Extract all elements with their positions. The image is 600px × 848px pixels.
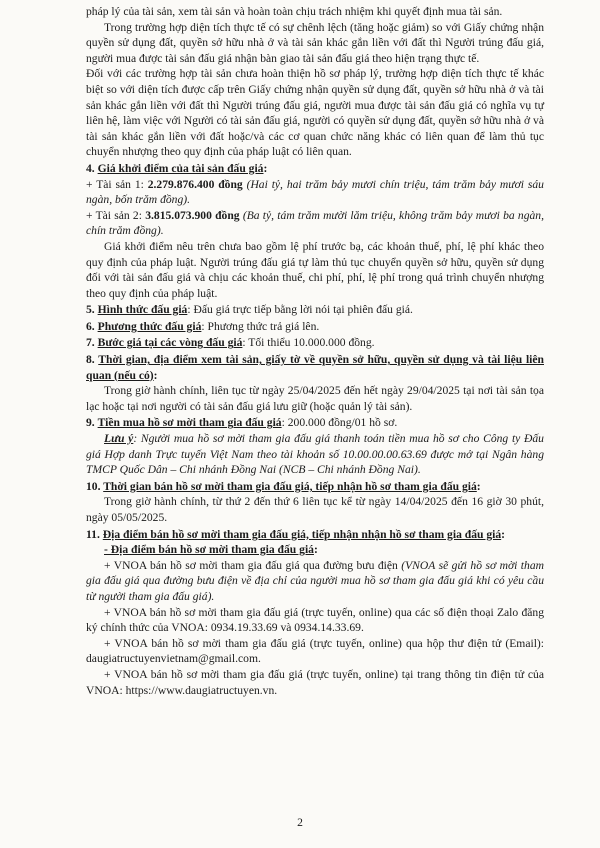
section-7-number: 7. <box>86 336 95 350</box>
asset-2-price: 3.815.073.900 đồng <box>145 208 240 222</box>
section-11-item-2: + VNOA bán hồ sơ mời tham gia đấu giá (trực tuyến, online) qua các số điện thoại Zalo đăng ký chính thức của VNOA: 0934.19.33.69 và 0934.14.33.69. <box>86 605 544 635</box>
section-7-line <box>86 335 544 351</box>
section-11-item-3: + VNOA bán hồ sơ mời tham gia đấu giá (trực tuyến, online) qua hộp thư điện tử (Email): daugiatructuyenvietnam@gmail.com. <box>86 636 544 666</box>
asset-2-price-words: (Ba tỷ, tám trăm mười lăm triệu, không trăm bảy mươi ba ngàn, chín trăm đồng). <box>86 208 544 238</box>
section-9-note-text: : Người mua hồ sơ mời tham gia đấu giá thanh toán tiền mua hồ sơ cho Công ty Đấu giá Hợp danh Trực tuyến Việt Nam theo tài khoản số 10.00.00.00.63.69 được mở tại Ngân hàng TMCP Quốc Dân – Chi nhánh Đồng Nai (NCB – Chi nhánh Đồng Nai). <box>86 432 544 477</box>
page-number: 2 <box>297 816 303 829</box>
asset-1-price-words: (Hai tỷ, hai trăm bảy mươi chín triệu, tám trăm bảy mươi sáu ngàn, bốn trăm đồng). <box>86 177 544 207</box>
section-6-value: : Phương thức trả giá lên. <box>201 319 320 333</box>
section-9-title: Tiền mua hồ sơ mời tham gia đấu giá <box>97 416 282 430</box>
section-5-line <box>86 302 544 318</box>
section-5-value: : Đấu giá trực tiếp bằng lời nói tại phiên đấu giá. <box>187 303 413 317</box>
section-11-item-1 <box>86 558 544 605</box>
section-7-title: Bước giá tại các vòng đấu giá <box>97 336 243 350</box>
section-11-item-1-text: + VNOA bán hồ sơ mời tham gia đấu giá qua đường bưu điện <box>104 558 402 572</box>
section-4-heading <box>86 161 544 177</box>
asset-2-label: + Tài sản 2: <box>86 208 146 222</box>
section-9-line <box>86 415 544 431</box>
section-11-subheading <box>86 542 544 558</box>
section-11-colon: : <box>501 527 506 541</box>
intro-paragraph-1: pháp lý của tài sản, xem tài sản và hoàn toàn chịu trách nhiệm khi quyết định mua tài sản. <box>86 5 503 18</box>
section-6-number: 6. <box>86 319 95 333</box>
section-9-number: 9. <box>86 416 95 430</box>
section-10-heading <box>86 479 544 495</box>
section-6-title: Phương thức đấu giá <box>97 319 202 333</box>
asset-1-label: + Tài sản 1: <box>86 177 148 191</box>
section-9-note <box>86 431 544 478</box>
intro-paragraph-2: Trong trường hợp diện tích thực tế có sự chênh lệch (tăng hoặc giảm) so với Giấy chứng nhận quyền sử dụng đất, quyền sở hữu nhà ở và tài sản khác gắn liền với đất thì Người trúng đấu giá, người mua được tài sản đấu giá nhận bàn giao tài sản đấu giá theo hiện trạng thực tế. <box>86 20 544 65</box>
section-8-heading <box>86 352 544 383</box>
section-10-title: Thời gian bán hồ sơ mời tham gia đấu giá, tiếp nhận hồ sơ tham gia đấu giá <box>103 479 477 493</box>
section-7-value: : Tối thiểu 10.000.000 đồng. <box>242 336 375 350</box>
section-11-number: 11. <box>86 527 100 541</box>
section-4-title: Giá khởi điểm của tài sản đấu giá <box>97 161 264 175</box>
section-4-number: 4. <box>86 161 95 175</box>
asset-2-price-line <box>86 208 544 239</box>
section-11-sub-colon: : <box>313 543 318 557</box>
section-6-line <box>86 319 544 335</box>
section-4-colon: : <box>263 161 268 175</box>
asset-1-price-line <box>86 177 544 208</box>
section-11-subtitle: - Địa điểm bán hồ sơ mời tham gia đấu giá <box>104 543 314 557</box>
section-11-item-4: + VNOA bán hồ sơ mời tham gia đấu giá (trực tuyến, online) tại trang thông tin điện tử của VNOA: https://www.daugiatructuyen.vn. <box>86 667 544 697</box>
intro-paragraph-3: Đối với các trường hợp tài sản chưa hoàn thiện hồ sơ pháp lý, trường hợp diện tích thực tế khác biệt so với diện tích được cấp trên Giấy chứng nhận quyền sử dụng đất, quyền sở hữu nhà ở và tài sản khác gắn liền với đất thì Người trúng đấu giá, người mua được tài sản đấu giá có nghĩa vụ tự liên hệ, làm việc với Người có tài sản đấu giá, người có quyền sử dụng đất, quyền sở hữu nhà ở và tài sản khác gắn liền với đất hoặc/và các cơ quan chức năng khác có liên quan để làm thủ tục chuyển nhượng theo quy định của pháp luật có liên quan. <box>86 67 544 159</box>
section-8-colon: : <box>153 368 158 382</box>
section-8-number: 8. <box>86 353 95 367</box>
section-10-number: 10. <box>86 479 101 493</box>
section-10-colon: : <box>476 479 481 493</box>
section-5-number: 5. <box>86 303 95 317</box>
section-11-title: Địa điểm bán hồ sơ mời tham gia đấu giá, tiếp nhận nhận hồ sơ tham gia đấu giá <box>102 527 502 541</box>
starting-price-note: Giá khởi điểm nêu trên chưa bao gồm lệ phí trước bạ, các khoản thuế, phí, lệ phí khác theo quy định của pháp luật. Người trúng đấu giá tự làm thủ tục chuyển quyền sở hữu, quyền sử dụng đối với tài sản đấu giá và chịu các khoản thuế, chi phí, phí, lệ phí trong quá trình chuyển nhượng theo quy định của pháp luật. <box>86 239 544 300</box>
section-5-title: Hình thức đấu giá <box>97 303 188 317</box>
section-8-body: Trong giờ hành chính, liên tục từ ngày 25/04/2025 đến hết ngày 29/04/2025 tại nơi tài sản tọa lạc hoặc tại nơi người có tài sản đấu giá lưu giữ (hoặc quản lý tài sản). <box>86 384 544 413</box>
section-11-item-1-note: (VNOA sẽ gửi hồ sơ mời tham gia đấu giá qua đường bưu điện về địa chỉ của người mua hồ sơ tham gia đấu giá khi có yêu cầu từ người tham gia đấu giá). <box>86 558 544 603</box>
section-9-value: : 200.000 đồng/01 hồ sơ. <box>281 416 398 430</box>
section-8-title: Thời gian, địa điểm xem tài sản, giấy tờ về quyền sở hữu, quyền sử dụng và tài liệu liên quan (nếu có) <box>86 353 544 382</box>
section-10-body: Trong giờ hành chính, từ thứ 2 đến thứ 6 liên tục kể từ ngày 14/04/2025 đến 16 giờ 30 phút, ngày 05/05/2025. <box>86 495 544 524</box>
section-9-note-label: Lưu ý <box>104 432 134 446</box>
asset-1-price: 2.279.876.400 đồng <box>147 177 243 191</box>
section-11-heading <box>86 527 544 543</box>
